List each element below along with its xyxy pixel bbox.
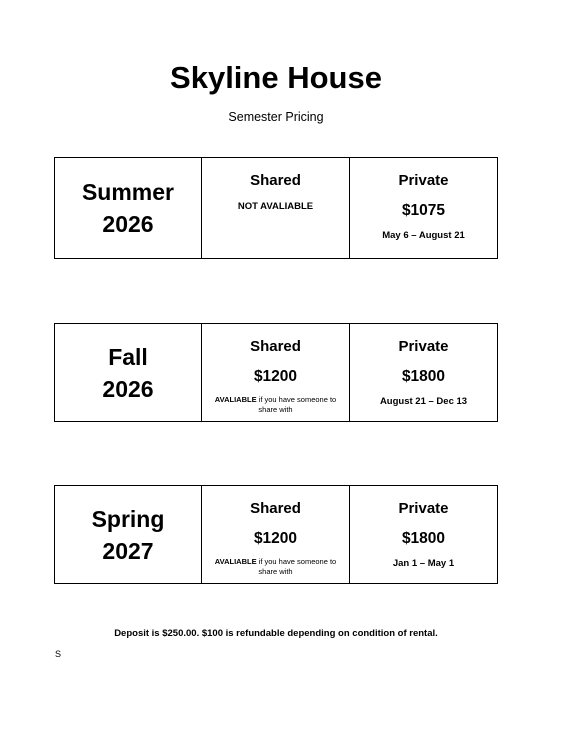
shared-note-text: if you have someone to share with [256,557,337,576]
season-name: Summer [81,179,175,205]
shared-note-status: AVALIABLE [214,557,257,566]
page-subtitle: Semester Pricing [228,110,324,124]
shared-room-cell [202,486,350,584]
season-name: Spring [91,505,165,532]
season-cell [55,324,202,422]
shared-note-text: if you have someone to share with [256,395,337,414]
deposit-note: Deposit is $250.00. $100 is refundable depending on condition of rental. [114,628,438,639]
private-dates: Jan 1 – May 1 [392,558,455,569]
shared-price: $1200 [253,368,298,385]
private-price: $1075 [401,202,446,219]
private-dates: May 6 – August 21 [382,230,465,241]
season-cell [55,158,202,259]
shared-room-cell [202,158,350,259]
private-room-cell [350,486,498,584]
shared-label: Shared [250,172,301,189]
private-dates: August 21 – Dec 13 [379,396,468,407]
season-year: 2026 [102,375,154,402]
pricing-table-fall-2026 [54,323,498,422]
shared-room-cell [202,324,350,422]
private-label: Private [398,338,449,355]
season-year: 2027 [102,537,154,564]
private-price: $1800 [401,530,446,547]
private-label: Private [398,172,449,189]
season-cell [55,486,202,584]
shared-note [214,395,337,415]
shared-note [214,557,337,577]
shared-price: $1200 [253,530,298,547]
private-label: Private [398,500,449,517]
pricing-table-spring-2027 [54,485,498,584]
pricing-table-summer-2026 [54,157,498,259]
stray-text: S [55,649,62,659]
season-name: Fall [108,343,148,370]
season-year: 2026 [102,211,154,237]
page-title: Skyline House [170,60,382,95]
shared-availability: NOT AVALIABLE [237,201,314,212]
private-room-cell [350,158,498,259]
shared-label: Shared [250,500,301,517]
private-room-cell [350,324,498,422]
shared-label: Shared [250,338,301,355]
private-price: $1800 [401,368,446,385]
shared-note-status: AVALIABLE [214,395,257,404]
